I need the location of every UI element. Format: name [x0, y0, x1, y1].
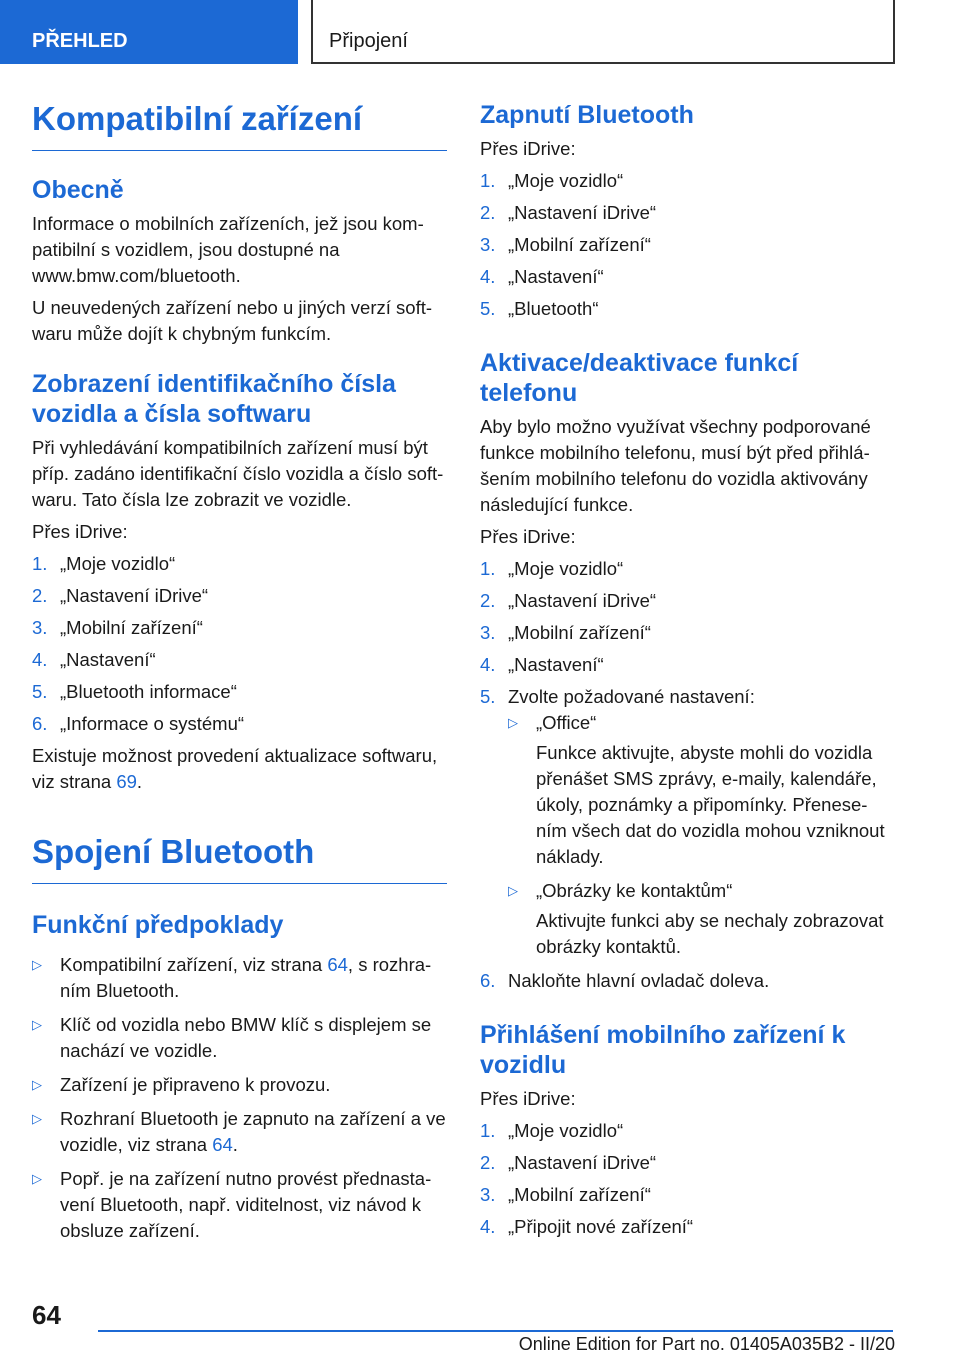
list-item: 4. „Připojit nové zařízení“: [480, 1216, 694, 1237]
list-item: 3. „Mobilní zařízení“: [32, 617, 203, 638]
paragraph: Při vyhledávání kompatibilních zařízení musí být příp. zadáno identifikační číslo vozidla a číslo soft- waru. Tato čísla lze zobrazit ve vozidle.: [32, 437, 444, 510]
paragraph: Přes iDrive:: [32, 521, 128, 542]
idrive-steps: [480, 1118, 895, 1240]
heading-register-device: Přihlášení mobilního zařízení k vozidlu: [480, 1021, 846, 1079]
heading-prerequisites: Funkční předpoklady: [32, 911, 284, 939]
list-item: 1. „Moje vozidlo“: [480, 170, 624, 191]
left-column: [32, 100, 447, 1252]
footer-divider: [98, 1330, 893, 1332]
prerequisites-list: [32, 952, 447, 1244]
list-item: 5. „Bluetooth“: [480, 298, 599, 319]
triangle-bullet-icon: ▷: [32, 1111, 42, 1126]
page-link[interactable]: 64: [327, 954, 348, 975]
heading-phone-functions: Aktivace/deaktivace funkcí telefonu: [480, 349, 799, 407]
list-item: 2. „Nastavení iDrive“: [480, 1152, 657, 1173]
list-item: ▷ Rozhraní Bluetooth je zapnuto na zařízení a ve vozidle, viz strana 64.: [32, 1108, 446, 1155]
triangle-bullet-icon: ▷: [32, 957, 42, 972]
list-item: 1. „Moje vozidlo“: [32, 553, 176, 574]
list-item: 4. „Nastavení“: [480, 266, 604, 287]
idrive-steps: [480, 556, 895, 994]
list-item: ▷ Popř. je na zařízení nutno provést přednasta- vení Bluetooth, např. viditelnost, viz návod k obsluze zařízení.: [32, 1168, 432, 1241]
list-item: 2. „Nastavení iDrive“: [480, 590, 657, 611]
list-item: 6. „Informace o systému“: [32, 713, 245, 734]
list-item: 3. „Mobilní zařízení“: [480, 1184, 651, 1205]
list-item: 4. „Nastavení“: [480, 654, 604, 675]
list-item: 1. „Moje vozidlo“: [480, 1120, 624, 1141]
list-item: 4. „Nastavení“: [32, 649, 156, 670]
right-column: [480, 100, 895, 1246]
heading-general: Obecně: [32, 176, 124, 204]
option-description: Aktivujte funkci aby se nechaly zobrazovat obrázky kontaktů.: [536, 910, 884, 957]
page-number: 64: [32, 1300, 61, 1330]
idrive-steps: [480, 168, 895, 322]
list-item: 6. Nakloňte hlavní ovladač doleva.: [480, 970, 770, 991]
chapter-title: Připojení: [311, 0, 895, 64]
list-item: 1. „Moje vozidlo“: [480, 558, 624, 579]
list-item: 2. „Nastavení iDrive“: [32, 585, 209, 606]
list-item: ▷ „Office“ Funkce aktivujte, abyste mohli do vozidla přenášet SMS zprávy, e-maily, kalendáře, úkoly, poznámky a připomínky. Přenese- ním všech dat do vozidla mohou vzniknout náklady.: [508, 710, 895, 870]
triangle-bullet-icon: ▷: [32, 1077, 42, 1092]
triangle-bullet-icon: ▷: [508, 883, 518, 898]
list-item: 3. „Mobilní zařízení“: [480, 234, 651, 255]
paragraph: Informace o mobilních zařízeních, jež jsou kom- patibilní s vozidlem, jsou dostupné na www.bmw.com/bluetooth.: [32, 213, 424, 286]
settings-options: [508, 710, 895, 960]
idrive-steps: [32, 551, 447, 737]
page-link[interactable]: 64: [212, 1134, 233, 1155]
list-item: 5. „Bluetooth informace“: [32, 681, 237, 702]
list-item: ▷ „Obrázky ke kontaktům“ Aktivujte funkci aby se nechaly zobrazovat obrázky kontaktů.: [508, 878, 895, 960]
paragraph: Přes iDrive:: [480, 1088, 576, 1109]
page-link[interactable]: 69: [116, 771, 137, 792]
paragraph: Existuje možnost provedení aktualizace softwaru, viz strana 69.: [32, 745, 438, 792]
triangle-bullet-icon: ▷: [32, 1171, 42, 1186]
heading-bluetooth-connection: Spojení Bluetooth: [32, 833, 447, 884]
triangle-bullet-icon: ▷: [32, 1017, 42, 1032]
heading-compatible-devices: Kompatibilní zařízení: [32, 100, 447, 151]
section-tab[interactable]: PŘEHLED: [0, 0, 298, 64]
footer-edition: Online Edition for Part no. 01405A035B2 - II/20: [518, 1334, 895, 1354]
list-item: ▷ Kompatibilní zařízení, viz strana 64, s rozhra- ním Bluetooth.: [32, 954, 432, 1001]
heading-vin-software: Zobrazení identifikačního čísla vozidla a čísla softwaru: [32, 370, 396, 428]
list-item: 3. „Mobilní zařízení“: [480, 622, 651, 643]
paragraph: Aby bylo možno využívat všechny podporované funkce mobilního telefonu, musí být před přihlá- šením mobilního telefonu do vozidla aktivovány následující funkce.: [480, 416, 871, 515]
list-item: 5. Zvolte požadované nastavení: ▷ „Office“ Funkce aktivujte, abyste mohli do vozidla přenášet SMS zprávy, e-maily, kalendáře, úkoly, poznámky a připomínky. Přenese- ním všech dat do vozidla mohou vzniknout náklady. ▷ „Obrázky ke kontaktům“ Aktivujte funkci aby se nechaly zobrazovat obrázky kontaktů.: [480, 684, 895, 960]
option-description: Funkce aktivujte, abyste mohli do vozidla přenášet SMS zprávy, e-maily, kalendáře, úkoly, poznámky a připomínky. Přenese- ním všech dat do vozidla mohou vzniknout náklady.: [536, 742, 885, 867]
paragraph: Přes iDrive:: [480, 526, 576, 547]
heading-enable-bluetooth: Zapnutí Bluetooth: [480, 101, 694, 129]
triangle-bullet-icon: ▷: [508, 715, 518, 730]
paragraph: U neuvedených zařízení nebo u jiných verzí soft- waru může dojít k chybným funkcím.: [32, 297, 433, 344]
paragraph: Přes iDrive:: [480, 138, 576, 159]
list-item: ▷ Zařízení je připraveno k provozu.: [32, 1072, 447, 1098]
list-item: ▷ Klíč od vozidla nebo BMW klíč s displejem se nachází ve vozidle.: [32, 1014, 432, 1061]
list-item: 2. „Nastavení iDrive“: [480, 202, 657, 223]
